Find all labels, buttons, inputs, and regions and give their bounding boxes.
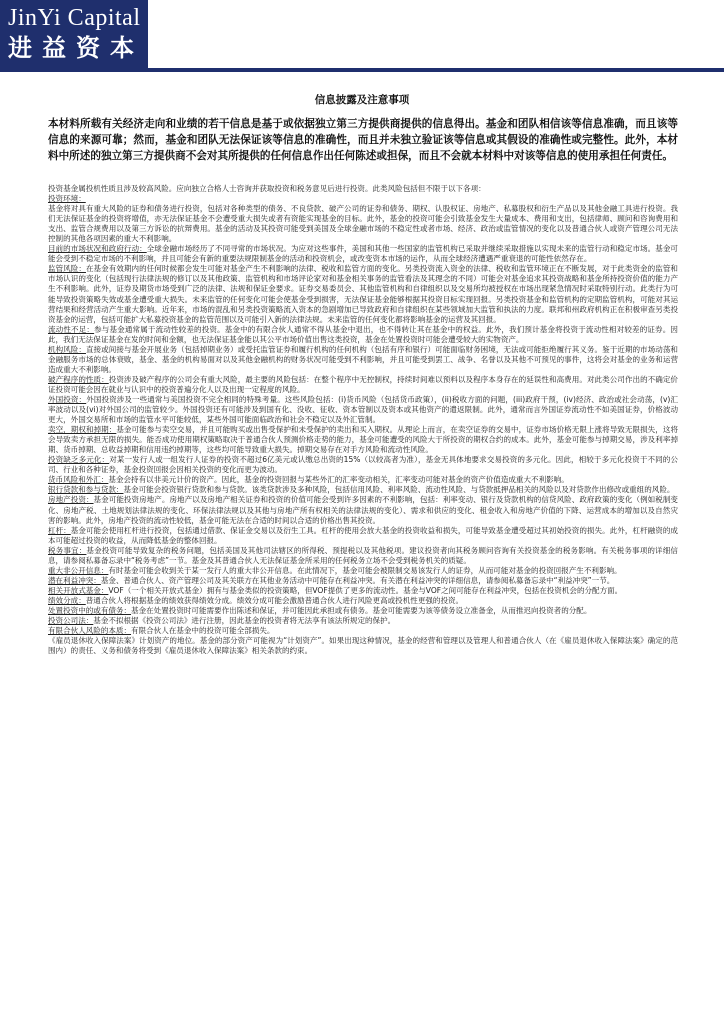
risk-paragraph [48,596,678,606]
risk-text: 基金、普通合伙人、资产管理公司及其关联方在其他业务活动中可能存在利益冲突。有关潜在利益冲突的详细信息，请参阅私募备忘录中“利益冲突”一节。 [100,575,615,585]
risk-paragraph [48,455,678,475]
jinyi-capital-logo [0,0,148,68]
risk-text: 基金可能参与卖空交易，并且可能购买或出售受保护和未受保护的卖出和买入期权。从理论上而言，在卖空证券的交易中，证券市场价格无限上涨将导致无限损失，这将会导致卖方承担无限的损失。能否成功使用期权策略取决于普通合伙人预测价格走势的能力，基金可能遭受的风险大于所投资的期权合约的成本。此外，基金可能参与掉期交易，涉及利率掉期、货币掉期、总收益掉期和信用违约掉期等，这些均可能导致重大损失。掉期交易存在对手方风险和流动性风险。 [48,425,678,455]
risk-term: 有限合伙人风险的本质： [48,626,132,636]
risk-paragraph [48,425,678,455]
risk-paragraph [48,495,678,525]
risk-term: 机构风险： [48,344,86,354]
risk-paragraph [48,375,678,395]
risk-text: 基金将对具有重大风险的证券和债务进行投资，包括对各种类型的债务、不良贷款、破产公司的证券和债务、期权、认股权证、房地产、私募股权和衍生产品以及其他金融工具进行投资。我们无法保证基金的投资将增值，亦无法保证基金不会遭受重大损失或者有资能实现基金的目标。此外，基金的投资可能会引致基金发生大量成本、费用和支出，包括律师、顾问和咨询费用和支出、监管合规费用以及第三方诉讼的抗辩费用。基金的活动及其投资可能受到美国及全球金融市场的不稳定性或者市场、经济、政治或监管情况的变化以及普通合伙人或资产管理公司无法控制的其他各项因素的重大不利影响。 [48,204,678,244]
risk-paragraph [48,626,678,636]
risk-text: 基金会持有以非美元计价的资产。因此，基金的投资回报与某些外汇的汇率变动相关，汇率变动可能对基金的资产价值造成重大不利影响。 [108,475,569,485]
risk-paragraph [48,475,678,485]
risk-text: 《雇员退休收入保障法案》计划资产的地位。基金的部分资产可能视为“计划资产”。如果出现这种情况，基金的经营和管理以及管理人和普通合伙人（在《雇员退休收入保障法案》确定的范围内）的责任、义务和债务将受到《雇员退休收入保障法案》相关条款的约束。 [48,636,678,656]
risk-paragraph [48,194,678,204]
risk-text: 基金可能会使用杠杆进行投资，包括通过借款、保证金交易以及衍生工具。杠杆的使用会放大基金的投资收益和损失，可能导致基金遭受超过其初始投资的损失。此外，杠杆融资的成本可能超过投资的收益，从而降低基金的整体回报。 [48,525,678,545]
page-title: 信息披露及注意事项 [314,94,410,106]
risk-text: 全球金融市场经历了不同寻常的市场状况。为应对这些事件，美国和其他一些国家的监管机构已采取并继续采取措施以实现未来的监管行动和稳定市场。基金可能会受到不稳定市场的不利影响，并且可能会有新的重要法规限制基金的活动和投资机会，或改变资本市场的运作，从而全球经济遭遇严重衰退的可能性依然存在。 [48,244,678,264]
risk-paragraph [48,606,678,616]
risk-term: 杠杆： [48,525,71,535]
risk-list [48,194,678,656]
lead-paragraph: 本材料所载有关经济走向和业绩的若干信息是基于或依据独立第三方提供商提供的信息得出。基金和团队相信该等信息准确，而且该等信息的来源可靠；然而，基金和团队无法保证该等信息的准确性，而且并未独立验证该等信息或其假设的准确性或完整性。此外，本材料中所述的独立第三方提供商不会对其所提供的任何信息作出任何陈述或担保，而且不会就本材料中对该等信息的使用承担任何责任。 [48,118,678,162]
risk-paragraph [48,636,678,656]
risk-paragraph [48,546,678,566]
risk-text: 基金不拟根据《投资公司法》进行注册，因此基金的投资者将无法享有该法所规定的保护。 [93,616,396,626]
risk-paragraph [48,264,678,324]
risk-text: 基金可能会投资银行贷款和参与贷款。该类贷款涉及多种风险，包括信用风险、利率风险、流动性风险、与贷款抵押品相关的风险以及对贷款作出修改或重组的风险。 [123,485,675,495]
risk-text: 基金投资可能导致复杂的税务问题，包括美国及其他司法辖区的所得税、预提税以及其他税项。建议投资者向其税务顾问咨询有关投资基金的税务影响。有关税务事项的详细信息，请参阅私募备忘录中“税务考虑”一节。基金及其普通合伙人无法保证基金所采用的任何税务立场不会受到税务机关的质疑。 [48,545,678,565]
risk-text: 直接或间接与基金开展业务（包括掉期业务）或受托监管证券和履行机构的任何机构（包括有序和银行）可能面临财务困境，无法或可能拒绝履行其义务。鉴于近期的市场动荡和金融服务市场的总体衰败，基金、基金的机构易面对以及其他金融机构的财务状况可能受到不利影响，并且可能受到罢工、战争、名誉以及其他不可预见的事件，这将会对基金的业务和运营造成重大不利影响。 [48,344,678,374]
risk-term: 房地产投资： [48,495,94,505]
risk-term: 目前的市场状况和政府行动： [48,244,147,254]
risk-term: 外国投资： [48,394,87,404]
risk-text: 基金可能投资房地产。房地产以及房地产相关证券和投资的价值可能会受到许多因素的不利影响，包括：利率变动、银行及贷款机构的信贷风险、政府政策的变化（例如税制变化、房地产税、土地规划法律法规的变化、环保法律法规以及其他与房地产所有权相关的法律法规的变化）、需求和供应的变化、租金收入和房地产价值的下降、运营成本的增加以及自然灾害的影响。此外，房地产投资的流动性较低，基金可能无法在合适的时间以合适的价格出售其投资。 [48,495,678,525]
risk-text: 有限合伙人在基金中的投资可能全部损失。 [131,626,275,636]
disclosure-body [48,184,678,1016]
risk-term: 银行贷款和参与贷款： [48,485,124,495]
header-divider [0,68,724,72]
risk-paragraph [48,244,678,264]
risk-term: 流动性不足： [48,324,95,334]
risk-term: 投资缺乏多元化： [48,455,110,465]
risk-term: 投资环境： [48,194,86,204]
risk-text: 投资涉及破产程序的公司会有重大风险，最主要的风险包括：在整个程序中无控制权，持续时间难以预料以及程序本身存在的延误性和高费用。对此类公司作出的不确定价证投资可能会因在就业与认识中的投资普遍分化人以及出现一定程度的风险。 [48,374,678,394]
risk-term: 绩效分成： [48,595,86,605]
risk-term: 货币风险和外汇： [48,475,109,485]
risk-paragraph [48,616,678,626]
risk-text: 外国投资涉及一些通常与美国投资不完全相同的特殊考量。这些风险包括：(i)货币风险（包括货币政策），(ii)税收方面的问题，(iii)政府干预，(iv)经济、政治或社会动荡，(v)汇率波动以及(vi)对外国公司的监管较少。外国投资还有可能涉及到国有化、没收、征收、资本管制以及资本或其他资产的遣返限制。此外，通常而言外国证券流动性不如美国证券，价格波动更大，外国交易所和市场的监管水平可能较低，某些外国可能面临政治和社会不稳定以及外汇管制。 [48,394,678,425]
risk-paragraph [48,325,678,345]
risk-text: 对某一发行人或一组发行人证券的投资不超过6亿美元或认缴总出资的15%（以较高者为准），基金无具体地要求交易投资的多元化。因此，相较于多元化投资于不同的公司、行业和各种证券，基金投资回报会因相关投资的变化而更为波动。 [48,455,678,475]
risk-term: 潜在利益冲突： [48,575,101,585]
risk-term: 投资公司法： [48,616,94,626]
risk-paragraph [48,566,678,576]
risk-text: 基金在处置投资时可能需要作出陈述和保证，并可能因此承担或有债务。基金可能需要为该等债务设立准备金，从而推迟向投资者的分配。 [131,605,592,615]
intro-paragraph: 投资基金属投机性质且涉及较高风险。应向独立合格人士咨询并获取投资和税务意见后进行投资。此类风险包括但不限于以下各项： [48,184,486,193]
risk-text: 普通合伙人将根据基金的绩效获得绩效分成。绩效分成可能会激励普通合伙人进行风险更高或投机性更强的投资。 [85,595,464,605]
risk-term: 重大非公开信息： [48,565,109,575]
risk-term: 税务事宜： [48,545,87,555]
risk-text: 参与基金通常属于流动性较差的投资。基金中的有限合伙人通常不得从基金中退出，也不得转让其在基金中的权益。此外，我们预计基金将投资于流动性相对较差的证券。因此，我们无法保证基金在发的时间和金额，也无法保证基金能以其公平市场价值出售这类投资，基金在处置投资时可能会遭受较大的实物资产。 [48,324,678,344]
risk-paragraph [48,485,678,495]
header [0,0,724,68]
risk-paragraph [48,526,678,546]
risk-term: 破产程序的性质： [48,374,109,384]
risk-text: 在基金有效期内的任何时候都会发生可能对基金产生不利影响的法律、税收和监管方面的变化。另类投资流入资金的法律、税收和监管环境正在不断发展，对于此类资金的监管和市场认识的变化（包括现行法律法规的修订以及其他政策、监管机构和市场评论家对和基金相关事务的监管看法及其理念的不同）可能会对基金追求其投资战略和基金所持投资价值的能力产生不利影响。此外，证券及期货市场受到广泛的法律、法规和保证金要求。证券交易委员会、其他监管机构和自律组织以及交易所均被授权在市场出现紧急情况时采取特别行动。此类行为可能导致投资策略失效或基金遭受重大损失。未来监管的任何变化可能会使基金受到损害，无法保证基金能够根据其投资目标实现回报。另类投资基金和监管机构的定期监管机构，可能对其运营结果和经营活动产生重大影响。近年来，市场的混乱和另类投资策略流入资本的急剧增加已导致政府和自律组织在某些领域加大监管和执法的力度。联邦和州政府机构正在积极审查另类投资基金的运营，包括可能扩大私募投资基金的监管范围以及可能引入新的法律法规。未来监管的任何变化都将影响基金的运营及其回报。 [48,264,678,324]
risk-paragraph [48,204,678,244]
logo-latin-text: JinYi Capital [8,5,141,31]
risk-term: 相关开放式基金： [48,585,109,595]
risk-term: 处置投资中的或有债务： [48,605,132,615]
risk-term: 监管风险： [48,264,86,274]
risk-text: 有时基金可能会收到关于某一发行人的重大非公开信息。在此情况下，基金可能会被限制交易该发行人的证券，从而可能对基金的投资回报产生不利影响。 [108,565,622,575]
risk-text: VOF（一个相关开放式基金）拥有与基金类似的投资策略，但VOF提供了更多的流动性。基金与VOF之间可能存在利益冲突，包括在投资机会的分配方面。 [108,585,623,595]
risk-paragraph [48,395,678,425]
risk-paragraph [48,576,678,586]
logo-chinese-text: 进益资本 [8,34,144,62]
risk-paragraph [48,586,678,596]
risk-term: 卖空，期权和掉期： [48,425,117,435]
risk-paragraph [48,345,678,375]
